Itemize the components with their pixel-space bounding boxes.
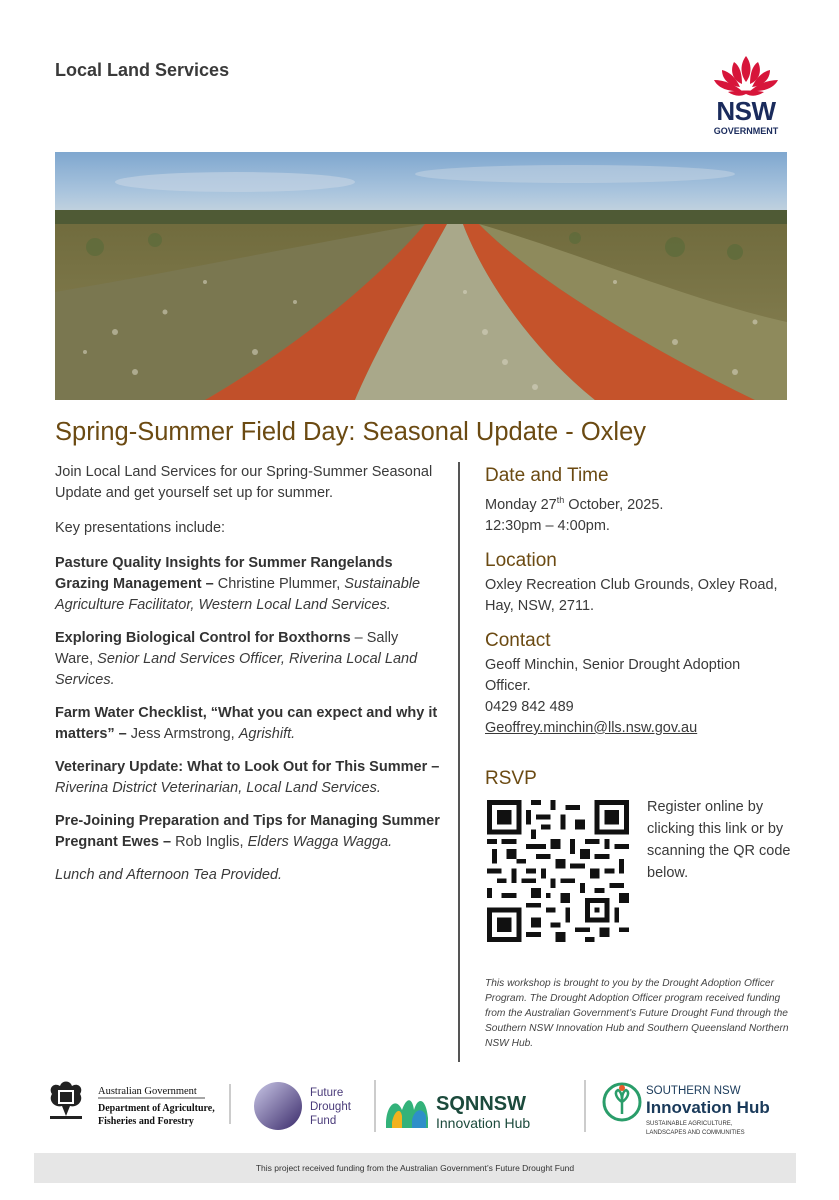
event-description [55,462,440,900]
fdf-line2: Drought [310,1101,351,1113]
lunch-note: Lunch and Afternoon Tea Provided. [55,867,283,883]
waratah-icon [706,52,786,98]
southern-nsw-hub-logo-icon [604,1084,640,1120]
column-divider [458,462,460,1062]
date-value [485,490,785,537]
funding-note: This workshop is brought to you by the Drought Adoption Officer Program. The Drought Adoption Officer program received funding from the Australian Government’s Future Drought Fund through the Southern NSW Innovation Hub and Southern Queensland Northern NSW Hub. [485,978,789,1049]
presenter-role: Agrishift. [238,726,296,742]
time-value: 12:30pm – 4:00pm. [485,517,610,534]
key-presentations-heading: Key presentations include: [55,520,226,536]
date-day: Monday 27 [485,496,557,513]
government-wordmark: GOVERNMENT [713,126,779,136]
presenter-role: Riverina District Veterinarian, Local Land Services. [55,780,381,796]
presenter-role: Senior Land Services Officer, Riverina Local Land Services. [55,651,418,688]
date-rest: October, 2025. [564,496,664,513]
partner-logos [40,1076,800,1146]
presentation-title: Pasture Quality Insights for Summer Rangelands Grazing Management – [55,555,393,592]
presentation-item [55,811,440,853]
presenter-name: Rob Inglis, [171,834,248,850]
fdf-line1: Future [310,1087,344,1099]
aus-gov-dept: Department of Agriculture, [98,1103,215,1114]
southern-nsw-line3: SUSTAINABLE AGRICULTURE, [646,1121,733,1127]
southern-nsw-line2: Innovation Hub [646,1098,770,1117]
presentation-item [55,703,440,745]
page-title: Spring-Summer Field Day: Seasonal Update - Oxley [55,418,646,446]
fdf-line3: Fund [310,1115,337,1127]
location-heading: Location [485,549,557,571]
presentation-title: Farm Water Checklist, “What you can expect and why it matters” – [55,705,438,742]
hero-landscape-image [55,152,787,400]
aus-gov-name: Australian Government [98,1086,197,1097]
future-drought-fund-logo-icon [254,1082,302,1130]
org-name: Local Land Services [55,60,230,80]
contact-block [485,655,785,739]
presenter-role: Elders Wagga Wagga. [247,834,393,850]
date-heading: Date and Time [485,465,609,486]
aus-gov-dept2: Fisheries and Forestry [98,1116,194,1127]
sqnnsw-sub: Innovation Hub [436,1115,531,1131]
footer-funding-bar: This project received funding from the Australian Government’s Future Drought Fund [34,1153,796,1183]
intro-text: Join Local Land Services for our Spring-Summer Seasonal Update and get yourself set up for summer. [55,464,433,501]
presentation-title: Veterinary Update: What to Look Out for This Summer – [55,759,440,775]
presenter-name: Jess Armstrong, [126,726,239,742]
southern-nsw-line1: SOUTHERN NSW [646,1085,741,1097]
nsw-wordmark: NSW [716,96,776,126]
contact-name: Geoff Minchin, Senior Drought Adoption Officer. [485,656,741,694]
location-value: Oxley Recreation Club Grounds, Oxley Road, Hay, NSW, 2711. [485,576,778,614]
presentation-item [55,628,440,691]
contact-email-link[interactable]: Geoffrey.minchin@lls.nsw.gov.au [485,719,698,736]
contact-phone: 0429 842 489 [485,698,574,715]
presenter-role: Sustainable Agriculture Facilitator, Western Local Land Services. [55,576,421,613]
presentation-item [55,757,440,799]
sqnnsw-logo-icon [386,1100,428,1128]
sqnnsw-name: SQNNSW [436,1093,526,1115]
australian-government-crest-icon [50,1082,82,1120]
presentation-item [55,553,440,616]
rsvp-instructions: Register online by clicking this link or by scanning the QR code below. [647,799,791,881]
rsvp-heading: RSVP [485,768,537,789]
date-suffix: th [556,495,565,505]
southern-nsw-line4: LANDSCAPES AND COMMUNITIES [646,1130,745,1136]
presenter-name: – Sally Ware, [55,630,399,667]
nsw-government-logo [706,52,786,140]
presenter-name: Christine Plummer, [213,576,345,592]
presentation-title: Exploring Biological Control for Boxthorns [55,630,351,646]
presentation-title: Pre-Joining Preparation and Tips for Managing Summer Pregnant Ewes – [55,813,440,850]
contact-heading: Contact [485,629,551,651]
event-details [485,462,785,749]
rsvp-qr-code[interactable] [487,800,629,942]
